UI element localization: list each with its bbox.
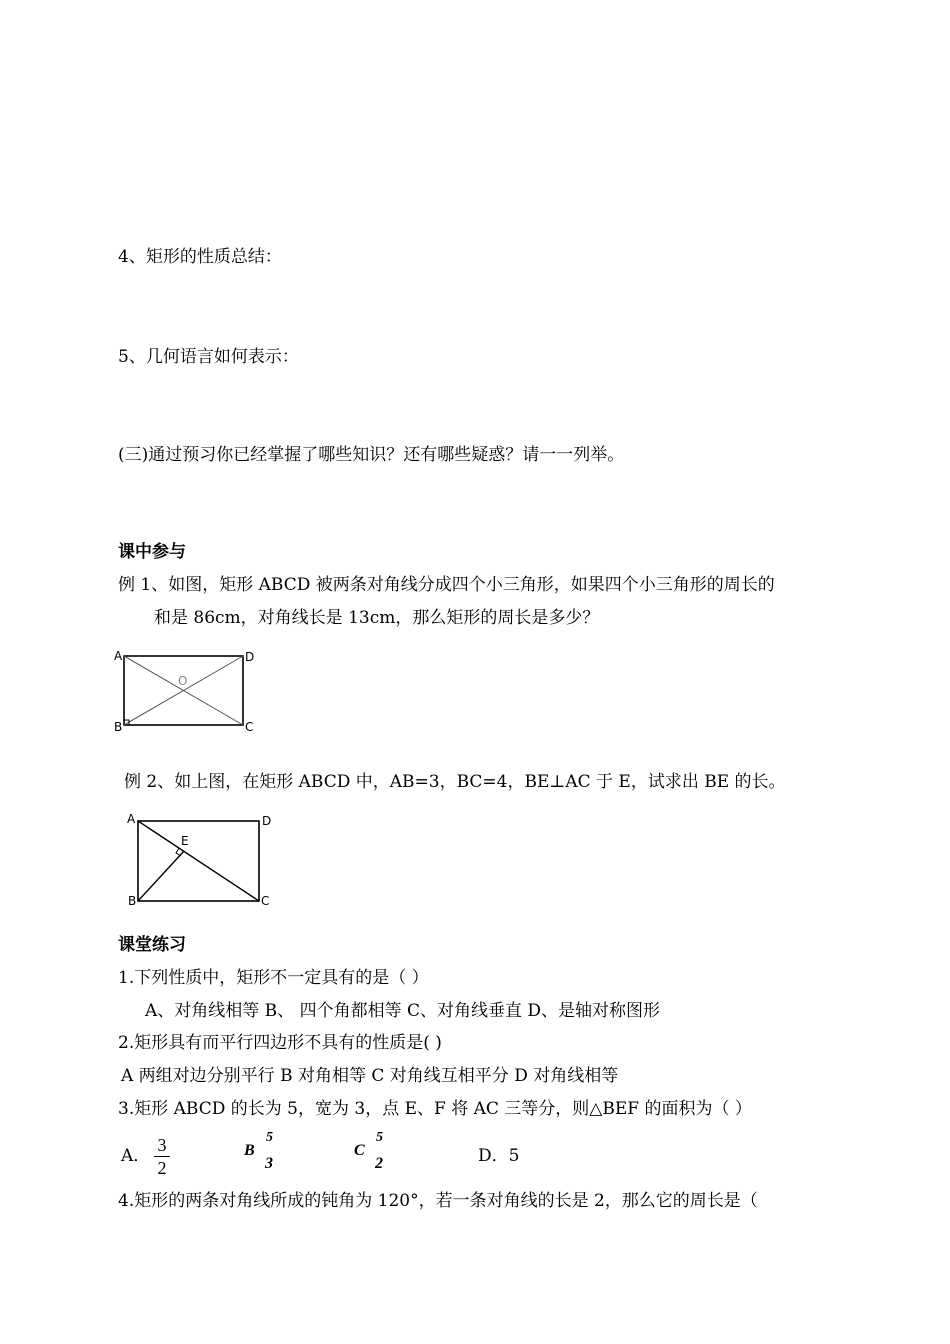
figure-2-label-b: B bbox=[128, 894, 137, 908]
item-4: 4、矩形的性质总结： bbox=[118, 247, 282, 267]
question-3-option-b-denominator: 3 bbox=[265, 1155, 273, 1172]
figure-1-label-d: D bbox=[245, 650, 255, 664]
figure-2-diagonal-ac bbox=[138, 821, 259, 901]
question-3-option-a-label: A． bbox=[121, 1146, 151, 1166]
question-4: 4.矩形的两条对角线所成的钝角为 120°，若一条对角线的长是 2，那么它的周长是（ bbox=[118, 1191, 758, 1211]
figure-2-rectangle bbox=[127, 812, 270, 908]
question-3-option-c-label: C bbox=[354, 1142, 365, 1159]
question-2-options: A 两组对边分别平行 B 对角相等 C 对角线互相平分 D 对角线相等 bbox=[121, 1066, 619, 1086]
example-1-line-1: 例 1、如图，矩形 ABCD 被两条对角线分成四个小三角形，如果四个小三角形的周长的 bbox=[118, 575, 775, 595]
practice-heading: 课堂练习 bbox=[118, 935, 186, 955]
figure-2-label-d: D bbox=[262, 814, 272, 828]
question-3-option-a-fraction bbox=[154, 1136, 170, 1177]
figure-2-segment-be bbox=[138, 851, 184, 901]
figure-1-label-b: B bbox=[114, 720, 123, 734]
item-3-paren: (三)通过预习你已经掌握了哪些知识？还有哪些疑惑？请一一列举。 bbox=[118, 445, 625, 465]
question-3: 3.矩形 ABCD 的长为 5，宽为 3，点 E、F 将 AC 三等分，则△BEF 的面积为（ ） bbox=[118, 1099, 752, 1119]
question-3-option-a-numerator: 3 bbox=[157, 1135, 167, 1155]
figure-2-label-a: A bbox=[127, 812, 136, 826]
question-1: 1.下列性质中，矩形不一定具有的是（ ） bbox=[118, 968, 429, 988]
item-5: 5、几何语言如何表示： bbox=[118, 347, 299, 367]
figure-1-label-c: C bbox=[245, 720, 254, 734]
figure-2-label-c: C bbox=[261, 894, 270, 908]
question-3-option-d: D．5 bbox=[478, 1146, 520, 1166]
question-1-options: A、对角线相等 B、 四个角都相等 C、对角线垂直 D、是轴对称图形 bbox=[145, 1001, 661, 1021]
question-3-option-b-numerator: 5 bbox=[266, 1130, 273, 1145]
figure-2-label-e: E bbox=[181, 834, 189, 848]
figure-1-rectangle bbox=[113, 648, 253, 730]
question-3-option-c-numerator: 5 bbox=[376, 1130, 383, 1145]
figure-1-label-a: A bbox=[114, 649, 123, 663]
question-3-option-c-denominator: 2 bbox=[375, 1155, 383, 1172]
example-1-line-2: 和是 86cm，对角线长是 13cm，那么矩形的周长是多少？ bbox=[154, 608, 600, 628]
in-class-heading: 课中参与 bbox=[118, 542, 186, 562]
question-2: 2.矩形具有而平行四边形不具有的性质是( ) bbox=[118, 1033, 442, 1053]
question-3-option-a-denominator: 2 bbox=[157, 1158, 167, 1178]
figure-1-label-o: O bbox=[178, 674, 188, 688]
example-2-line: 例 2、如上图，在矩形 ABCD 中，AB=3，BC=4，BE⊥AC 于 E，试求出 BE 的长。 bbox=[124, 772, 786, 792]
question-3-option-b-label: B bbox=[244, 1142, 255, 1159]
